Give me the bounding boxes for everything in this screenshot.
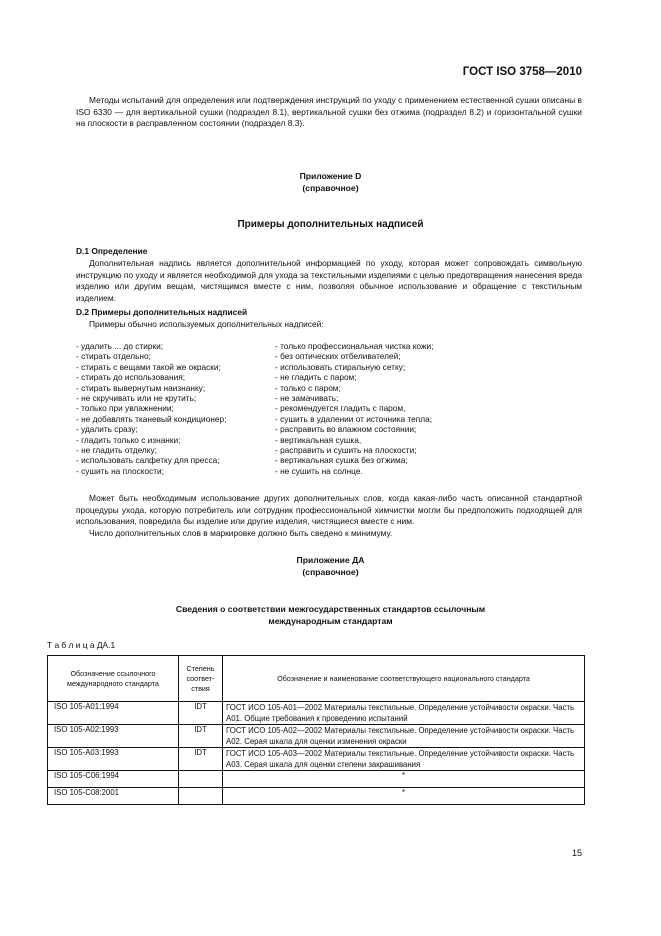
list-item: - удалить ... до стирки; — [76, 341, 164, 351]
examples-list-left — [76, 341, 226, 476]
table-row — [48, 771, 585, 788]
list-item: - не сушить на солнце. — [275, 465, 363, 476]
document-header: ГОСТ ISO 3758—2010 — [462, 66, 582, 78]
list-item: - использовать салфетку для пресса; — [76, 455, 220, 466]
table-row — [48, 788, 585, 805]
list-item: - расправить во влажном состоянии; — [275, 424, 417, 435]
section-d2-intro — [76, 319, 582, 331]
list-item: - стирать до использования; — [76, 372, 186, 383]
appendix-da-title-line1: Сведения о соответствии межгосударственных стандартов ссылочным — [175, 604, 486, 614]
table-row — [48, 748, 585, 771]
list-item: - не замачивать; — [275, 393, 339, 404]
cell-code: ISO 105-A03:1993 — [48, 748, 179, 771]
cell-degree — [179, 771, 223, 788]
correspondence-table — [47, 655, 585, 805]
header-national-standard: Обозначение и наименование соответствующего национального стандарта — [223, 656, 585, 702]
cell-standard: * — [223, 788, 585, 805]
header-degree: Степень соответ-ствия — [179, 656, 223, 702]
outro-text-2: Число дополнительных слов в маркировке должно быть сведено к минимуму. — [89, 527, 393, 538]
table-header-row — [48, 656, 585, 702]
section-d1-text: Дополнительная надпись является дополнительной информацией по уходу, которая может сопровождать символьную инструкцию по уходу и является необходимой для ухода за текстильными изделиями с целью предотвращения нанесения вреда изделию или другим вещам, чистящимся вместе с ним, позволяя обычное использование и обращение с текстильным изделием. — [76, 258, 582, 303]
appendix-d-title: Примеры дополнительных надписей — [237, 219, 424, 230]
list-item: - только профессиональная чистка кожи; — [275, 341, 434, 351]
list-item: - не скручивать или не крутить; — [76, 393, 197, 404]
appendix-da-title — [0, 603, 661, 627]
examples-list-right — [275, 341, 433, 476]
list-item: - стирать отдельно; — [76, 351, 151, 362]
list-item: - не гладить с паром; — [275, 372, 357, 383]
appendix-da-title-line2: международным стандартам — [268, 616, 393, 626]
section-d2-heading: D.2 Примеры дополнительных надписей — [76, 307, 248, 317]
section-d1-heading: D.1 Определение — [76, 246, 148, 256]
outro-text-1: Может быть необходимым использование других дополнительных слов, когда какая-либо часть описанной стандартной процедуры ухода, которую потребитель или сотрудник профессиональной химчистки могли бы предположить подходящей для использования, повредила бы изделие или другие изделия, чистящиеся вместе с ним. — [76, 493, 582, 527]
appendix-da-type: (справочное) — [302, 567, 359, 577]
table-row — [48, 702, 585, 725]
list-item: - расправить и сушить на плоскости; — [275, 445, 417, 456]
cell-code: ISO 105-A02:1993 — [48, 725, 179, 748]
list-item: - гладить только с изнанки; — [76, 434, 181, 445]
cell-standard: * — [223, 771, 585, 788]
page-number: 15 — [571, 848, 582, 858]
cell-degree: IDT — [179, 702, 223, 725]
list-item: - сушить на плоскости; — [76, 465, 165, 476]
list-item: - не гладить отделку; — [76, 445, 157, 456]
cell-standard: ГОСТ ИСО 105-А01—2002 Материалы текстильные. Определение устойчивости окраски. Часть А01. Общие требования к проведению испытаний — [223, 702, 585, 725]
header-reference-standard: Обозначение ссылочного международного стандарта — [48, 656, 179, 702]
appendix-da-label: Приложение ДА — [296, 555, 365, 565]
cell-degree — [179, 788, 223, 805]
list-item: - удалить сразу; — [76, 424, 138, 435]
list-item: - стирать вывернутым наизнанку; — [76, 382, 206, 393]
intro-paragraph — [76, 95, 582, 130]
list-item: - сушить в удалении от источника тепла; — [275, 413, 433, 424]
table-row — [48, 725, 585, 748]
cell-code: ISO 105-C06:1994 — [48, 771, 179, 788]
list-item: - вертикальная сушка без отжима; — [275, 455, 408, 466]
appendix-da-heading — [0, 554, 661, 578]
section-d2-intro-text: Примеры обычно используемых дополнительных надписей: — [89, 319, 324, 329]
list-item: - не добавлять тканевый кондиционер; — [76, 413, 227, 424]
intro-text: Методы испытаний для определения или подтверждения инструкций по уходу с применением естественной сушки описаны в ISO 6330 — для вертикальной сушки (подраздел 8.1), вертикальной сушки без отжима (подраздел 8.2) и горизонтальной сушки на плоскости в расправленном состоянии (подраздел 8.3). — [76, 95, 582, 129]
cell-code: ISO 105-A01:1994 — [48, 702, 179, 725]
section-d2-outro — [76, 493, 582, 539]
list-item: - только с паром; — [275, 382, 341, 393]
list-item: - только при увлажнении; — [76, 403, 174, 414]
appendix-d-heading — [0, 170, 661, 194]
appendix-d-type: (справочное) — [302, 183, 359, 193]
cell-code: ISO 105-C08:2001 — [48, 788, 179, 805]
list-item: - стирать с вещами такой же окраски; — [76, 361, 221, 372]
list-item: - использовать стиральную сетку; — [275, 361, 406, 372]
list-item: - без оптических отбеливателей; — [275, 351, 401, 362]
appendix-d-label: Приложение D — [299, 171, 362, 181]
cell-standard: ГОСТ ИСО 105-А03—2002 Материалы текстильные. Определение устойчивости окраски. Часть А03. Серая шкала для оценки степени закрашивания — [223, 748, 585, 771]
cell-degree: IDT — [179, 748, 223, 771]
cell-degree: IDT — [179, 725, 223, 748]
table-caption: Т а б л и ц а ДА.1 — [47, 640, 116, 650]
cell-standard: ГОСТ ИСО 105-А02—2002 Материалы текстильные. Определение устойчивости окраски. Часть А02. Серая шкала для оценки изменения окраски — [223, 725, 585, 748]
section-d1-body — [76, 258, 582, 304]
list-item: - вертикальная сушка, — [275, 434, 362, 445]
list-item: - рекомендуется гладить с паром, — [275, 403, 406, 414]
